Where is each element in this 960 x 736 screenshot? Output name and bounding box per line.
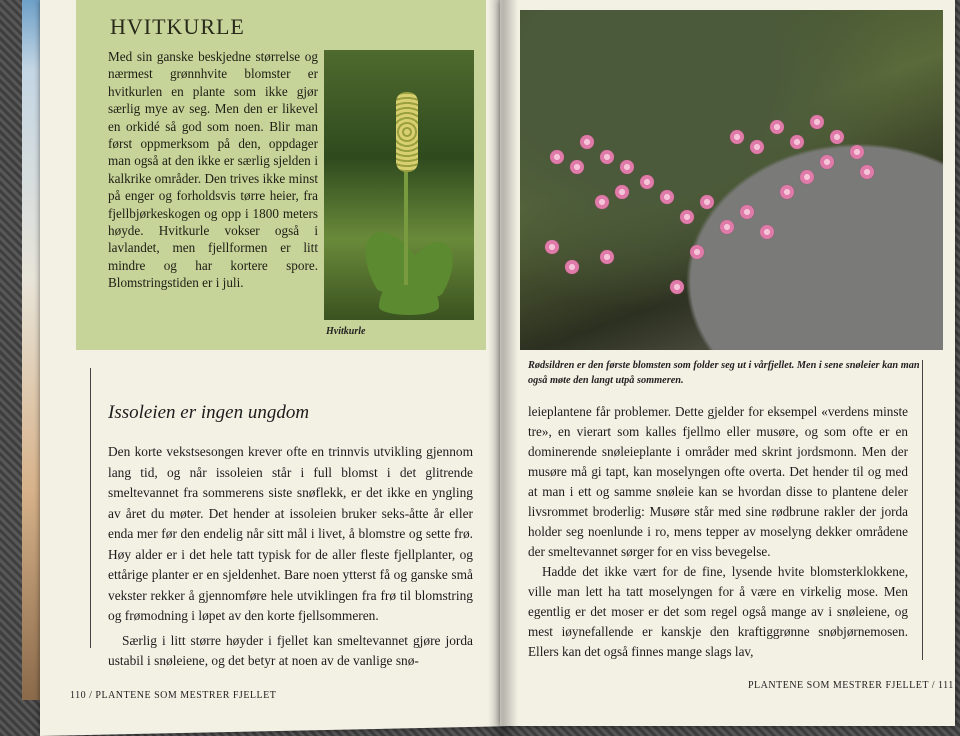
flower-shape: [600, 250, 614, 264]
info-box-text: Med sin ganske beskjedne størrelse og nærmest grønnhvite blomster er hvitkurlen en plante som ikke gjør særlig mye av seg. Men den er likevel en orkidé så god som noen. Blir man først oppmerksom på den, oppdager man også at den ikke er særlig sjelden i kalkrike områder. Den trives ikke minst på enger og forholdsvis tørre heier, fra fjellbjørkeskogen og opp i 1800 meters høyde. Hvitkurle vokser også i lavlandet, men fjellformen er litt mindre og har kortere spore. Blomstringstiden er i juli.: [108, 49, 318, 291]
column-rule-left: [90, 368, 91, 648]
paragraph: Hadde det ikke vært for de fine, lysende hvite blomsterklokkene, ville man lett ha tatt moselyngen for å være en virkelig mose. Men egentlig er det moser er det som regel også mange av i snøleiene, og mest iøynefallende er kanskje den kraftiggrønne snøbjørnemosen. Ellers kan det også finnes mange slags lav,: [528, 564, 908, 659]
flower-shape: [580, 135, 594, 149]
flower-shape: [690, 245, 704, 259]
flower-shape: [780, 185, 794, 199]
flower-shape: [790, 135, 804, 149]
flower-shape: [800, 170, 814, 184]
flower-spike-shape: [396, 92, 418, 172]
hvitkurle-caption: Hvitkurle: [326, 326, 366, 337]
rodsildre-photo: [520, 10, 943, 350]
previous-pages-edge: [22, 0, 40, 700]
flower-shape: [830, 130, 844, 144]
flower-shape: [670, 280, 684, 294]
right-body-text: [528, 402, 908, 662]
column-rule-right: [922, 360, 923, 660]
flower-shape: [750, 140, 764, 154]
flower-shape: [860, 165, 874, 179]
flower-shape: [640, 175, 654, 189]
flower-shape: [720, 220, 734, 234]
flower-shape: [820, 155, 834, 169]
flower-shape: [595, 195, 609, 209]
hvitkurle-photo: [324, 50, 474, 320]
paragraph: Særlig i litt større høyder i fjellet kan smeltevannet gjøre jorda ustabil i snøleiene, og det betyr at noen av de vanlige snø-: [108, 632, 473, 668]
section-heading: Issoleien er ingen ungdom: [108, 402, 310, 423]
left-body-text: [108, 442, 473, 676]
paragraph: leieplantene får problemer. Dette gjelder for eksempel «verdens minste tre», en vierart som kalles fjellmo eller musøre, og som ofte er en dominerende snøleieplante i områder med skrint jordsmonn. Men der musøre må gi tapt, kan moselyngen ofte overta. Det hender til og med at man i ett og samme snøleie kan se hvordan disse to plantene deler livsrommet broderlig: Musøre står med sine rødbrune rakler der jorda holder seg noenlunde i ro, mens tepper av moselyng dekker områdene der smeltevannet sørger for en viss bevegelse.: [528, 404, 908, 559]
flower-shape: [700, 195, 714, 209]
page-number-right: PLANTENE SOM MESTRER FJELLET / 111: [748, 680, 954, 691]
flower-shape: [810, 115, 824, 129]
flower-shape: [545, 240, 559, 254]
flower-shape: [620, 160, 634, 174]
flower-shape: [550, 150, 564, 164]
flower-shape: [565, 260, 579, 274]
info-box-title: HVITKURLE: [110, 14, 245, 39]
paragraph: Den korte vekstsesongen krever ofte en trinnvis utvikling gjennom lang tid, og når issoleien står i full blomst i det glitrende smeltevannet fra sommerens siste snøflekk, er det ikke en yngling av året du møter. Det hender at issoleien bruker seks-åtte år eller enda mer før den endelig når sitt mål i livet, å blomstre og sette frø. Høy alder er i det hele tatt typisk for de aller fleste fjellplanter, og ettårige planter er en sjeldenhet. Bare noen ytterst få og ganske små vekster rekker å gjennomføre hele utviklingen fra frø til blomstring og frømodning i løpet av den korte fjellsommeren.: [108, 444, 473, 623]
page-number-left: 110 / PLANTENE SOM MESTRER FJELLET: [70, 690, 277, 701]
flower-shape: [740, 205, 754, 219]
flower-shape: [850, 145, 864, 159]
flower-shape: [730, 130, 744, 144]
flower-shape: [600, 150, 614, 164]
rodsildre-caption: Rødsildren er den første blomsten som folder seg ut i vårfjellet. Men i sene snøleier kan man også møte den langt utpå sommeren.: [528, 360, 920, 386]
flower-shape: [615, 185, 629, 199]
book-gutter: [488, 0, 518, 736]
flower-shape: [660, 190, 674, 204]
flower-shape: [770, 120, 784, 134]
flower-shape: [570, 160, 584, 174]
flower-shape: [680, 210, 694, 224]
flower-shape: [760, 225, 774, 239]
